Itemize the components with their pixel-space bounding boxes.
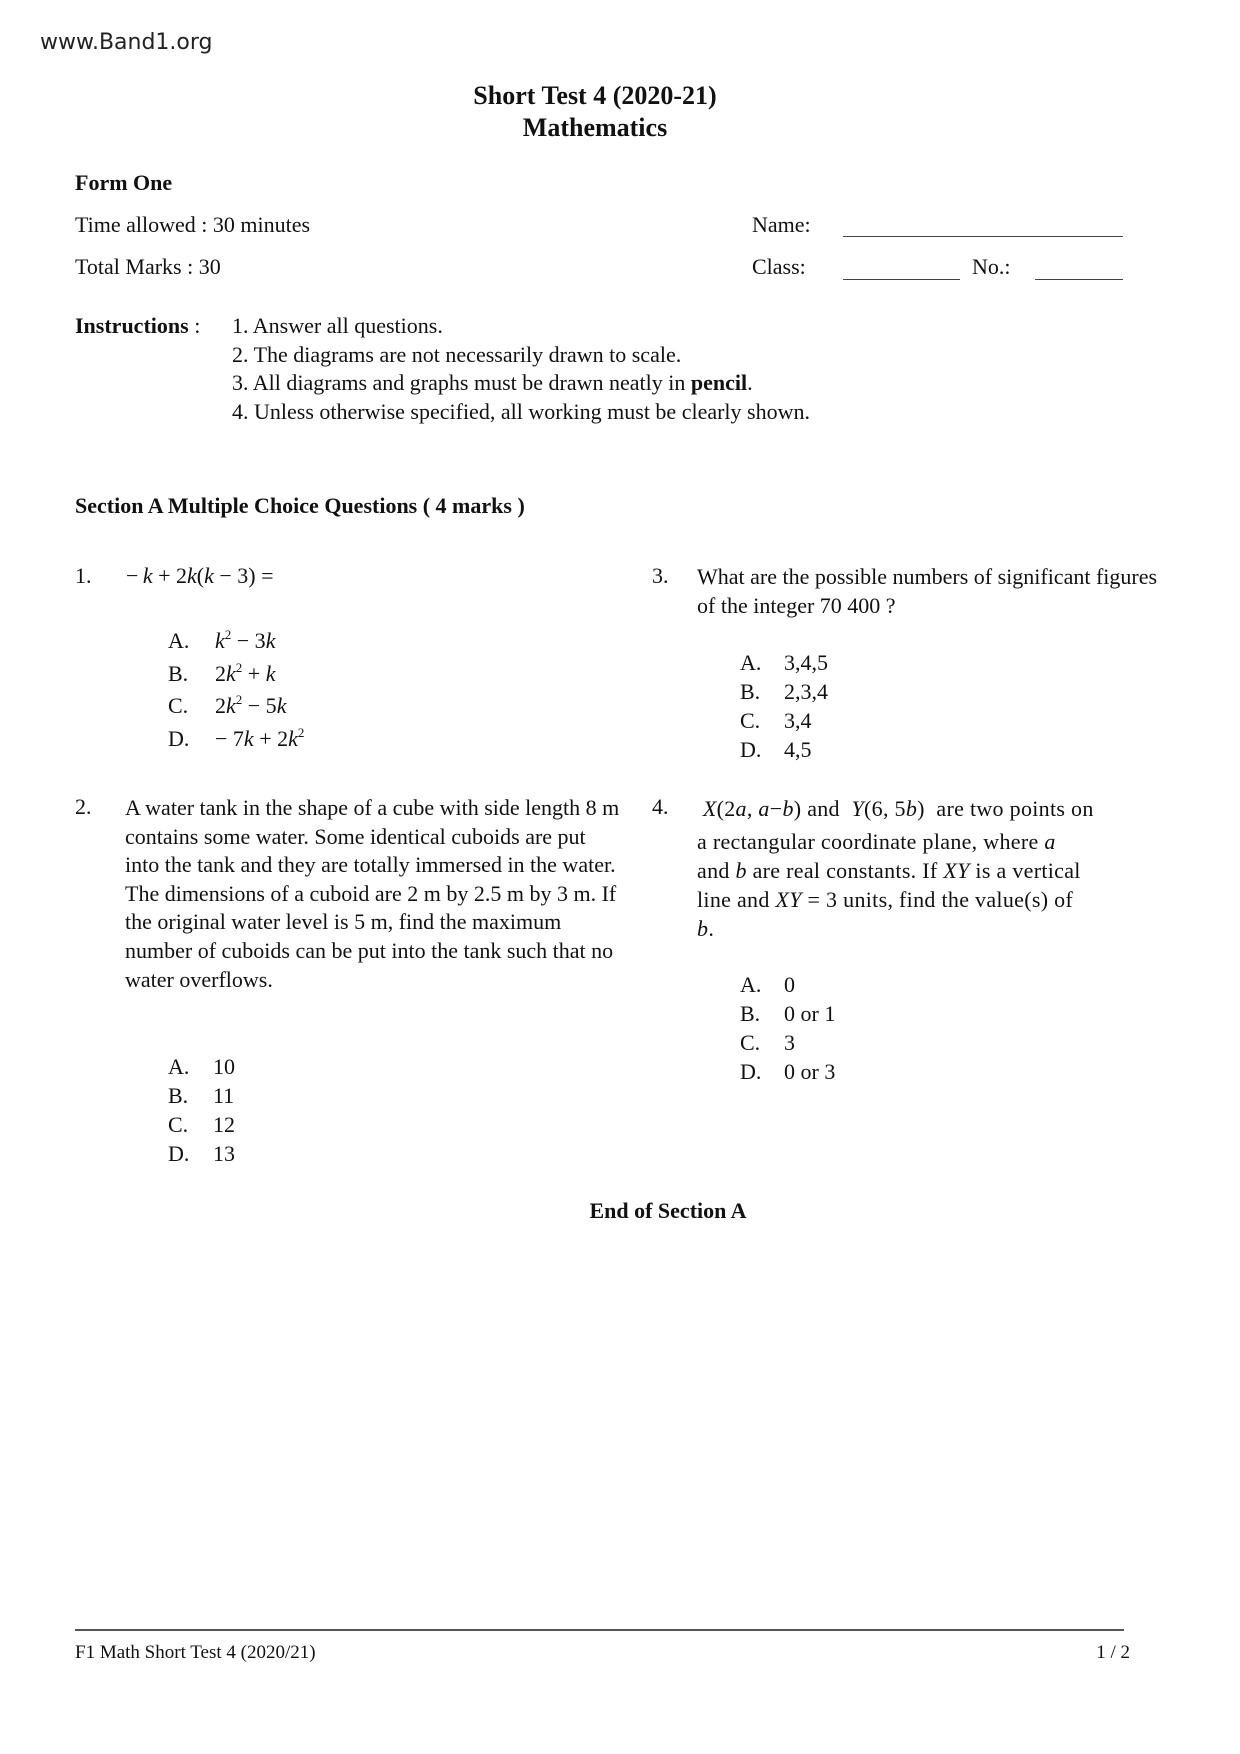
option-a[interactable]: A. 3,4,5 bbox=[740, 650, 828, 675]
option-text: 2,3,4 bbox=[784, 679, 828, 704]
option-c[interactable]: C. $2k^2 - 5k$ bbox=[168, 692, 287, 718]
option-text: 3,4,5 bbox=[784, 650, 828, 675]
number-label: No.: bbox=[972, 254, 1011, 279]
option-a[interactable]: A. 0 bbox=[740, 972, 795, 997]
option-d[interactable]: D. 4,5 bbox=[740, 737, 812, 762]
class-field[interactable] bbox=[843, 279, 960, 280]
option-text: 3 bbox=[784, 1030, 795, 1055]
instructions-colon: : bbox=[194, 313, 201, 338]
option-text: 0 or 3 bbox=[784, 1059, 836, 1084]
question-number: 1. bbox=[75, 563, 92, 588]
instruction-item: 2. The diagrams are not necessarily drawn to scale. bbox=[232, 342, 682, 367]
question-number: 3. bbox=[652, 563, 669, 588]
option-d[interactable]: D. 13 bbox=[168, 1141, 235, 1166]
option-d[interactable]: D. − $7k + 2k^2$ bbox=[168, 725, 305, 751]
option-text: − $7k + 2k^2$ bbox=[215, 725, 305, 751]
page-number: 1 / 2 bbox=[1096, 1642, 1130, 1663]
footer-title: F1 Math Short Test 4 (2020/21) bbox=[75, 1642, 316, 1663]
option-text: 3,4 bbox=[784, 708, 812, 733]
name-field[interactable] bbox=[843, 236, 1123, 237]
option-c[interactable]: C. 3,4 bbox=[740, 708, 812, 733]
option-text: $k^2 - 3k$ bbox=[215, 627, 276, 653]
option-c[interactable]: C. 12 bbox=[168, 1112, 235, 1137]
option-text: 12 bbox=[213, 1112, 235, 1137]
option-text: 11 bbox=[213, 1083, 235, 1108]
instructions-label: Instructions bbox=[75, 313, 189, 338]
number-field[interactable] bbox=[1035, 279, 1123, 280]
time-allowed: Time allowed : 30 minutes bbox=[75, 212, 311, 237]
footer-divider bbox=[75, 1629, 1124, 1631]
test-title: Short Test 4 (2020-21) bbox=[473, 81, 717, 110]
option-a[interactable]: A. $k^2 - 3k$ bbox=[168, 627, 276, 653]
option-c[interactable]: C. 3 bbox=[740, 1030, 795, 1055]
end-of-section: End of Section A bbox=[589, 1198, 747, 1223]
section-heading: Section A Multiple Choice Questions ( 4 marks ) bbox=[75, 493, 525, 518]
form-label: Form One bbox=[75, 170, 173, 195]
question-text: A water tank in the shape of a cube with side length 8 m contains some water. Some identical cuboids are put into the tank and they are totally immersed in the water. The dimensions of a cuboid are 2 m by 2.5 m by 3 m. If the original water level is 5 m, find the maximum number of cuboids can be put into the tank such that no water overflows. bbox=[125, 795, 620, 992]
question-text: What are the possible numbers of significant figures of the integer 70 400 ? bbox=[697, 564, 1158, 618]
instruction-item: 3. All diagrams and graphs must be drawn neatly in pencil. bbox=[232, 370, 753, 395]
option-d[interactable]: D. 0 or 3 bbox=[740, 1059, 836, 1084]
instruction-item: 1. Answer all questions. bbox=[232, 313, 443, 338]
subject-title: Mathematics bbox=[522, 113, 668, 142]
option-text: 13 bbox=[213, 1141, 235, 1166]
option-b[interactable]: B. 0 or 1 bbox=[740, 1001, 836, 1026]
website-watermark: www.Band1.org bbox=[40, 30, 213, 55]
total-marks: Total Marks : 30 bbox=[75, 254, 221, 279]
option-text: $2k^2 + k$ bbox=[215, 660, 276, 686]
option-text: $2k^2 - 5k$ bbox=[215, 692, 287, 718]
question-number: 2. bbox=[75, 794, 92, 819]
pencil-emphasis: pencil bbox=[690, 370, 748, 395]
option-b[interactable]: B. 11 bbox=[168, 1083, 235, 1108]
option-text: 0 or 1 bbox=[784, 1001, 836, 1026]
name-label: Name: bbox=[752, 212, 811, 237]
option-a[interactable]: A. 10 bbox=[168, 1054, 235, 1079]
option-b[interactable]: B. 2,3,4 bbox=[740, 679, 828, 704]
option-text: 4,5 bbox=[784, 737, 812, 762]
question-text: X(2a, a−b) and Y(6, 5b) are two points on a rectangular coordinate plane, where a and b are real constants. If XY is a vertical line and XY = 3 units, find the value(s) of b. bbox=[697, 796, 1094, 941]
instruction-item: 4. Unless otherwise specified, all working must be clearly shown. bbox=[232, 399, 810, 424]
option-b[interactable]: B. $2k^2 + k$ bbox=[168, 660, 276, 686]
option-text: 10 bbox=[213, 1054, 235, 1079]
question-number: 4. bbox=[652, 794, 669, 819]
class-label: Class: bbox=[752, 254, 806, 279]
question-text: − k + 2k(k − 3) = bbox=[126, 563, 274, 588]
option-text: 0 bbox=[784, 972, 795, 997]
